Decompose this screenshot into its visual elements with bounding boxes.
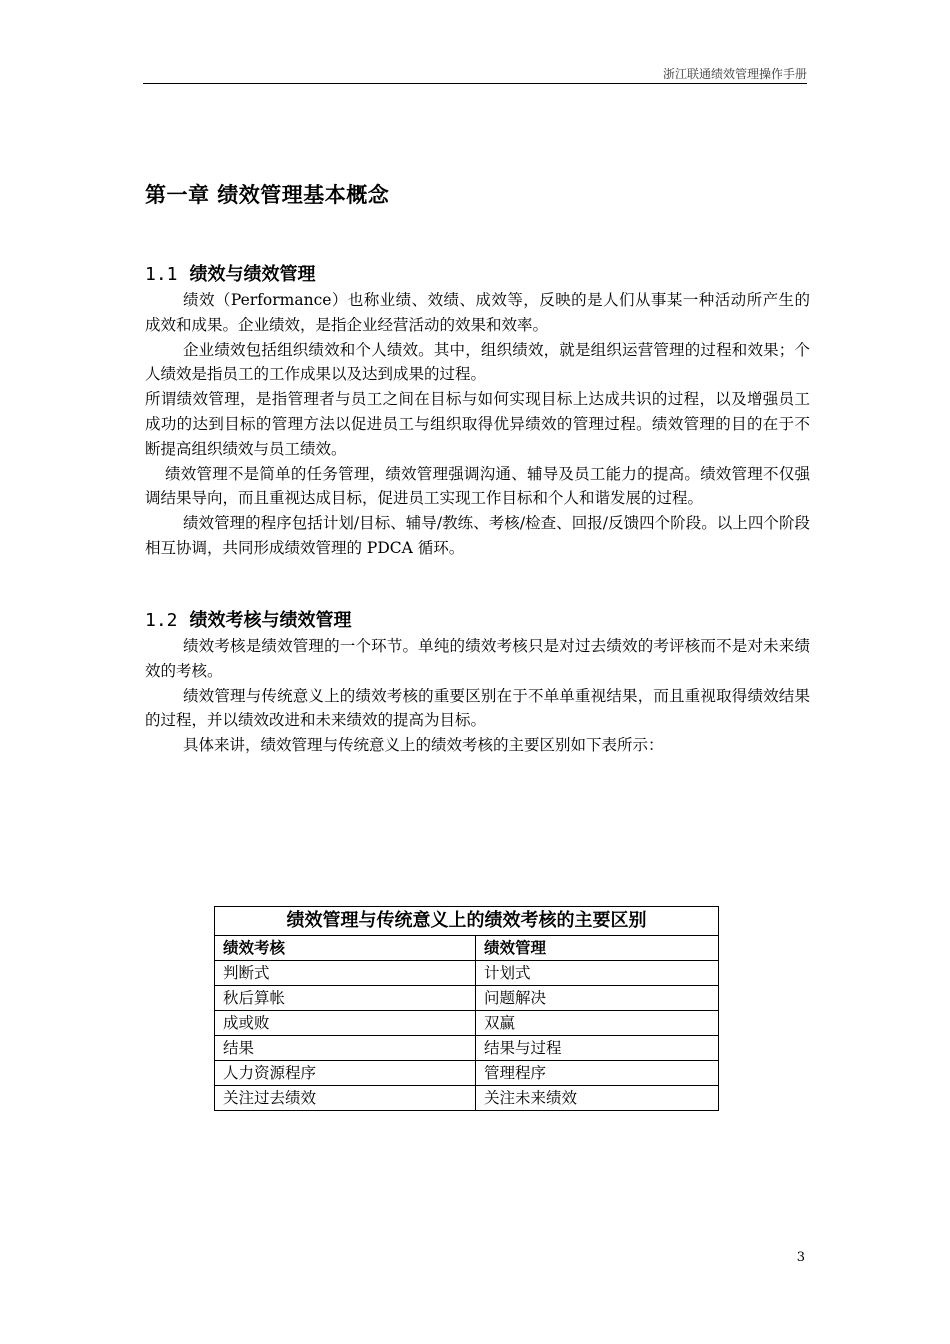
table-caption: 绩效管理与传统意义上的绩效考核的主要区别 [215,907,719,936]
table-cell: 关注过去绩效 [215,1086,476,1111]
table-row [215,1061,719,1086]
running-header: 浙江联通绩效管理操作手册 [662,67,807,81]
table-row [215,1036,719,1061]
column-header: 绩效考核 [215,936,476,961]
section-1-1 [145,262,810,561]
page-number: 3 [796,1250,805,1265]
table-cell: 结果与过程 [476,1036,719,1061]
paragraph: 绩效管理不是简单的任务管理，绩效管理强调沟通、辅导及员工能力的提高。绩效管理不仅强调结果导向，而且重视达成目标，促进员工实现工作目标和个人和谐发展的过程。 [145,464,810,508]
table-row [215,1086,719,1111]
paragraph: 绩效（Performance）也称业绩、效绩、成效等，反映的是人们从事某一种活动所产生的成效和成果。企业绩效，是指企业经营活动的效果和效率。 [145,291,810,334]
table-row [215,961,719,986]
comparison-table [214,906,719,1111]
section-title: 绩效与绩效管理 [189,264,316,285]
paragraph: 所谓绩效管理，是指管理者与员工之间在目标与如何实现目标上达成共识的过程，以及增强员工成功的达到目标的管理方法以促进员工与组织取得优异绩效的管理过程。绩效管理的目的在于不断提高组织绩效与员工绩效。 [145,390,810,458]
header-divider [143,83,807,84]
paragraph: 绩效管理与传统意义上的绩效考核的重要区别在于不单单重视结果，而且重视取得绩效结果的过程，并以绩效改进和未来绩效的提高为目标。 [145,686,810,730]
section-title: 绩效考核与绩效管理 [189,610,352,631]
table-row [215,986,719,1011]
section-heading [145,262,810,288]
table-cell: 双赢 [476,1011,719,1036]
table-cell: 管理程序 [476,1061,719,1086]
table-caption-row [215,907,719,936]
table-row [215,1011,719,1036]
paragraph: 绩效考核是绩效管理的一个环节。单纯的绩效考核只是对过去绩效的考评核而不是对未来绩效的考核。 [145,637,810,680]
table-cell: 人力资源程序 [215,1061,476,1086]
section-number: 1.1 [145,264,178,285]
table-cell: 问题解决 [476,986,719,1011]
paragraph: 绩效管理的程序包括计划/目标、辅导/教练、考核/检查、回报/反馈四个阶段。以上四个阶段相互协调，共同形成绩效管理的 PDCA 循环。 [145,514,810,557]
paragraph: 企业绩效包括组织绩效和个人绩效。其中，组织绩效，就是组织运营管理的过程和效果；个人绩效是指员工的工作成果以及达到成果的过程。 [145,340,810,384]
section-1-2 [145,608,810,758]
table-header-row [215,936,719,961]
paragraph: 具体来讲，绩效管理与传统意义上的绩效考核的主要区别如下表所示： [183,736,664,755]
table-cell: 成或败 [215,1011,476,1036]
table-cell: 计划式 [476,961,719,986]
section-number: 1.2 [145,610,178,631]
table-cell: 结果 [215,1036,476,1061]
table-cell: 关注未来绩效 [476,1086,719,1111]
column-header: 绩效管理 [476,936,719,961]
table-cell: 判断式 [215,961,476,986]
chapter-title: 第一章 绩效管理基本概念 [145,182,390,207]
table-cell: 秋后算帐 [215,986,476,1011]
section-heading [145,608,810,634]
